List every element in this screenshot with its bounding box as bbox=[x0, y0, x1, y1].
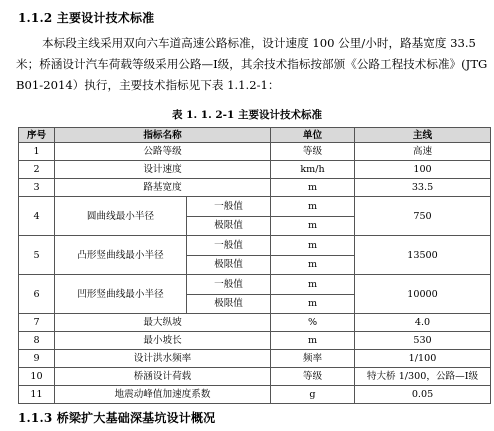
table-row bbox=[19, 143, 491, 161]
cell-unit: m bbox=[271, 197, 355, 217]
cell-unit: % bbox=[271, 314, 355, 332]
header-mainline: 主线 bbox=[355, 128, 491, 143]
cell-subname: 极限值 bbox=[187, 294, 271, 314]
table-row bbox=[19, 161, 491, 179]
cell-value: 10000 bbox=[355, 275, 491, 314]
cell-no: 6 bbox=[19, 275, 55, 314]
cell-no: 11 bbox=[19, 386, 55, 404]
cell-unit: m bbox=[271, 216, 355, 236]
table-row bbox=[19, 386, 491, 404]
cell-name: 地震动峰值加速度系数 bbox=[55, 386, 271, 404]
cell-name: 圆曲线最小半径 bbox=[55, 197, 187, 236]
cell-no: 7 bbox=[19, 314, 55, 332]
table-row bbox=[19, 314, 491, 332]
cell-unit: m bbox=[271, 332, 355, 350]
cell-subname: 一般值 bbox=[187, 275, 271, 295]
cell-value: 33.5 bbox=[355, 179, 491, 197]
table-row bbox=[19, 332, 491, 350]
table-row bbox=[19, 368, 491, 386]
cell-name: 设计速度 bbox=[55, 161, 271, 179]
cell-unit: 等级 bbox=[271, 368, 355, 386]
cell-subname: 极限值 bbox=[187, 255, 271, 275]
intro-paragraph bbox=[16, 33, 492, 96]
table-row bbox=[19, 350, 491, 368]
table-row bbox=[19, 179, 491, 197]
table-row bbox=[19, 236, 491, 256]
paragraph-line: 本标段主线采用双向六车道高速公路标准，设计速度 100 公里/小时，路基宽度 33.5 bbox=[42, 36, 476, 50]
cell-subname: 一般值 bbox=[187, 197, 271, 217]
cell-no: 3 bbox=[19, 179, 55, 197]
cell-no: 1 bbox=[19, 143, 55, 161]
cell-name: 最小坡长 bbox=[55, 332, 271, 350]
cell-name: 最大纵坡 bbox=[55, 314, 271, 332]
next-section-heading: 1.1.3 桥梁扩大基础深基坑设计概况 bbox=[18, 411, 216, 425]
cell-no: 2 bbox=[19, 161, 55, 179]
cell-value: 100 bbox=[355, 161, 491, 179]
cell-value: 1/100 bbox=[355, 350, 491, 368]
cell-value: 高速 bbox=[355, 143, 491, 161]
cell-unit: 等级 bbox=[271, 143, 355, 161]
cell-no: 5 bbox=[19, 236, 55, 275]
cell-value: 特大桥 1/300，公路—Ⅰ级 bbox=[355, 368, 491, 386]
cell-value: 13500 bbox=[355, 236, 491, 275]
header-name: 指标名称 bbox=[55, 128, 271, 143]
cell-name: 凸形竖曲线最小半径 bbox=[55, 236, 187, 275]
cell-name: 桥涵设计荷载 bbox=[55, 368, 271, 386]
paragraph-line: B01-2014）执行，主要技术指标见下表 1.1.2-1： bbox=[16, 78, 280, 92]
spec-table bbox=[18, 127, 491, 404]
cell-name: 设计洪水频率 bbox=[55, 350, 271, 368]
cell-unit: 频率 bbox=[271, 350, 355, 368]
cell-unit: m bbox=[271, 275, 355, 295]
cell-unit: m bbox=[271, 294, 355, 314]
section-heading: 1.1.2 主要设计技术标准 bbox=[18, 11, 155, 25]
cell-no: 4 bbox=[19, 197, 55, 236]
cell-unit: m bbox=[271, 236, 355, 256]
cell-no: 9 bbox=[19, 350, 55, 368]
cell-unit: km/h bbox=[271, 161, 355, 179]
cell-unit: m bbox=[271, 179, 355, 197]
cell-name: 路基宽度 bbox=[55, 179, 271, 197]
paragraph-line: 米；桥涵设计汽车荷载等级采用公路—I级，其余技术指标按部颁《公路工程技术标准》(JTG bbox=[16, 57, 488, 71]
cell-name: 凹形竖曲线最小半径 bbox=[55, 275, 187, 314]
table-row bbox=[19, 197, 491, 217]
cell-unit: m bbox=[271, 255, 355, 275]
table-caption: 表 1. 1. 2-1 主要设计技术标准 bbox=[171, 109, 322, 121]
header-unit: 单位 bbox=[271, 128, 355, 143]
header-no: 序号 bbox=[19, 128, 55, 143]
cell-unit: g bbox=[271, 386, 355, 404]
table-row bbox=[19, 275, 491, 295]
cell-no: 8 bbox=[19, 332, 55, 350]
cell-value: 750 bbox=[355, 197, 491, 236]
cell-no: 10 bbox=[19, 368, 55, 386]
table-header-row bbox=[19, 128, 491, 143]
cell-value: 0.05 bbox=[355, 386, 491, 404]
cell-value: 530 bbox=[355, 332, 491, 350]
cell-subname: 极限值 bbox=[187, 216, 271, 236]
cell-name: 公路等级 bbox=[55, 143, 271, 161]
cell-value: 4.0 bbox=[355, 314, 491, 332]
cell-subname: 一般值 bbox=[187, 236, 271, 256]
